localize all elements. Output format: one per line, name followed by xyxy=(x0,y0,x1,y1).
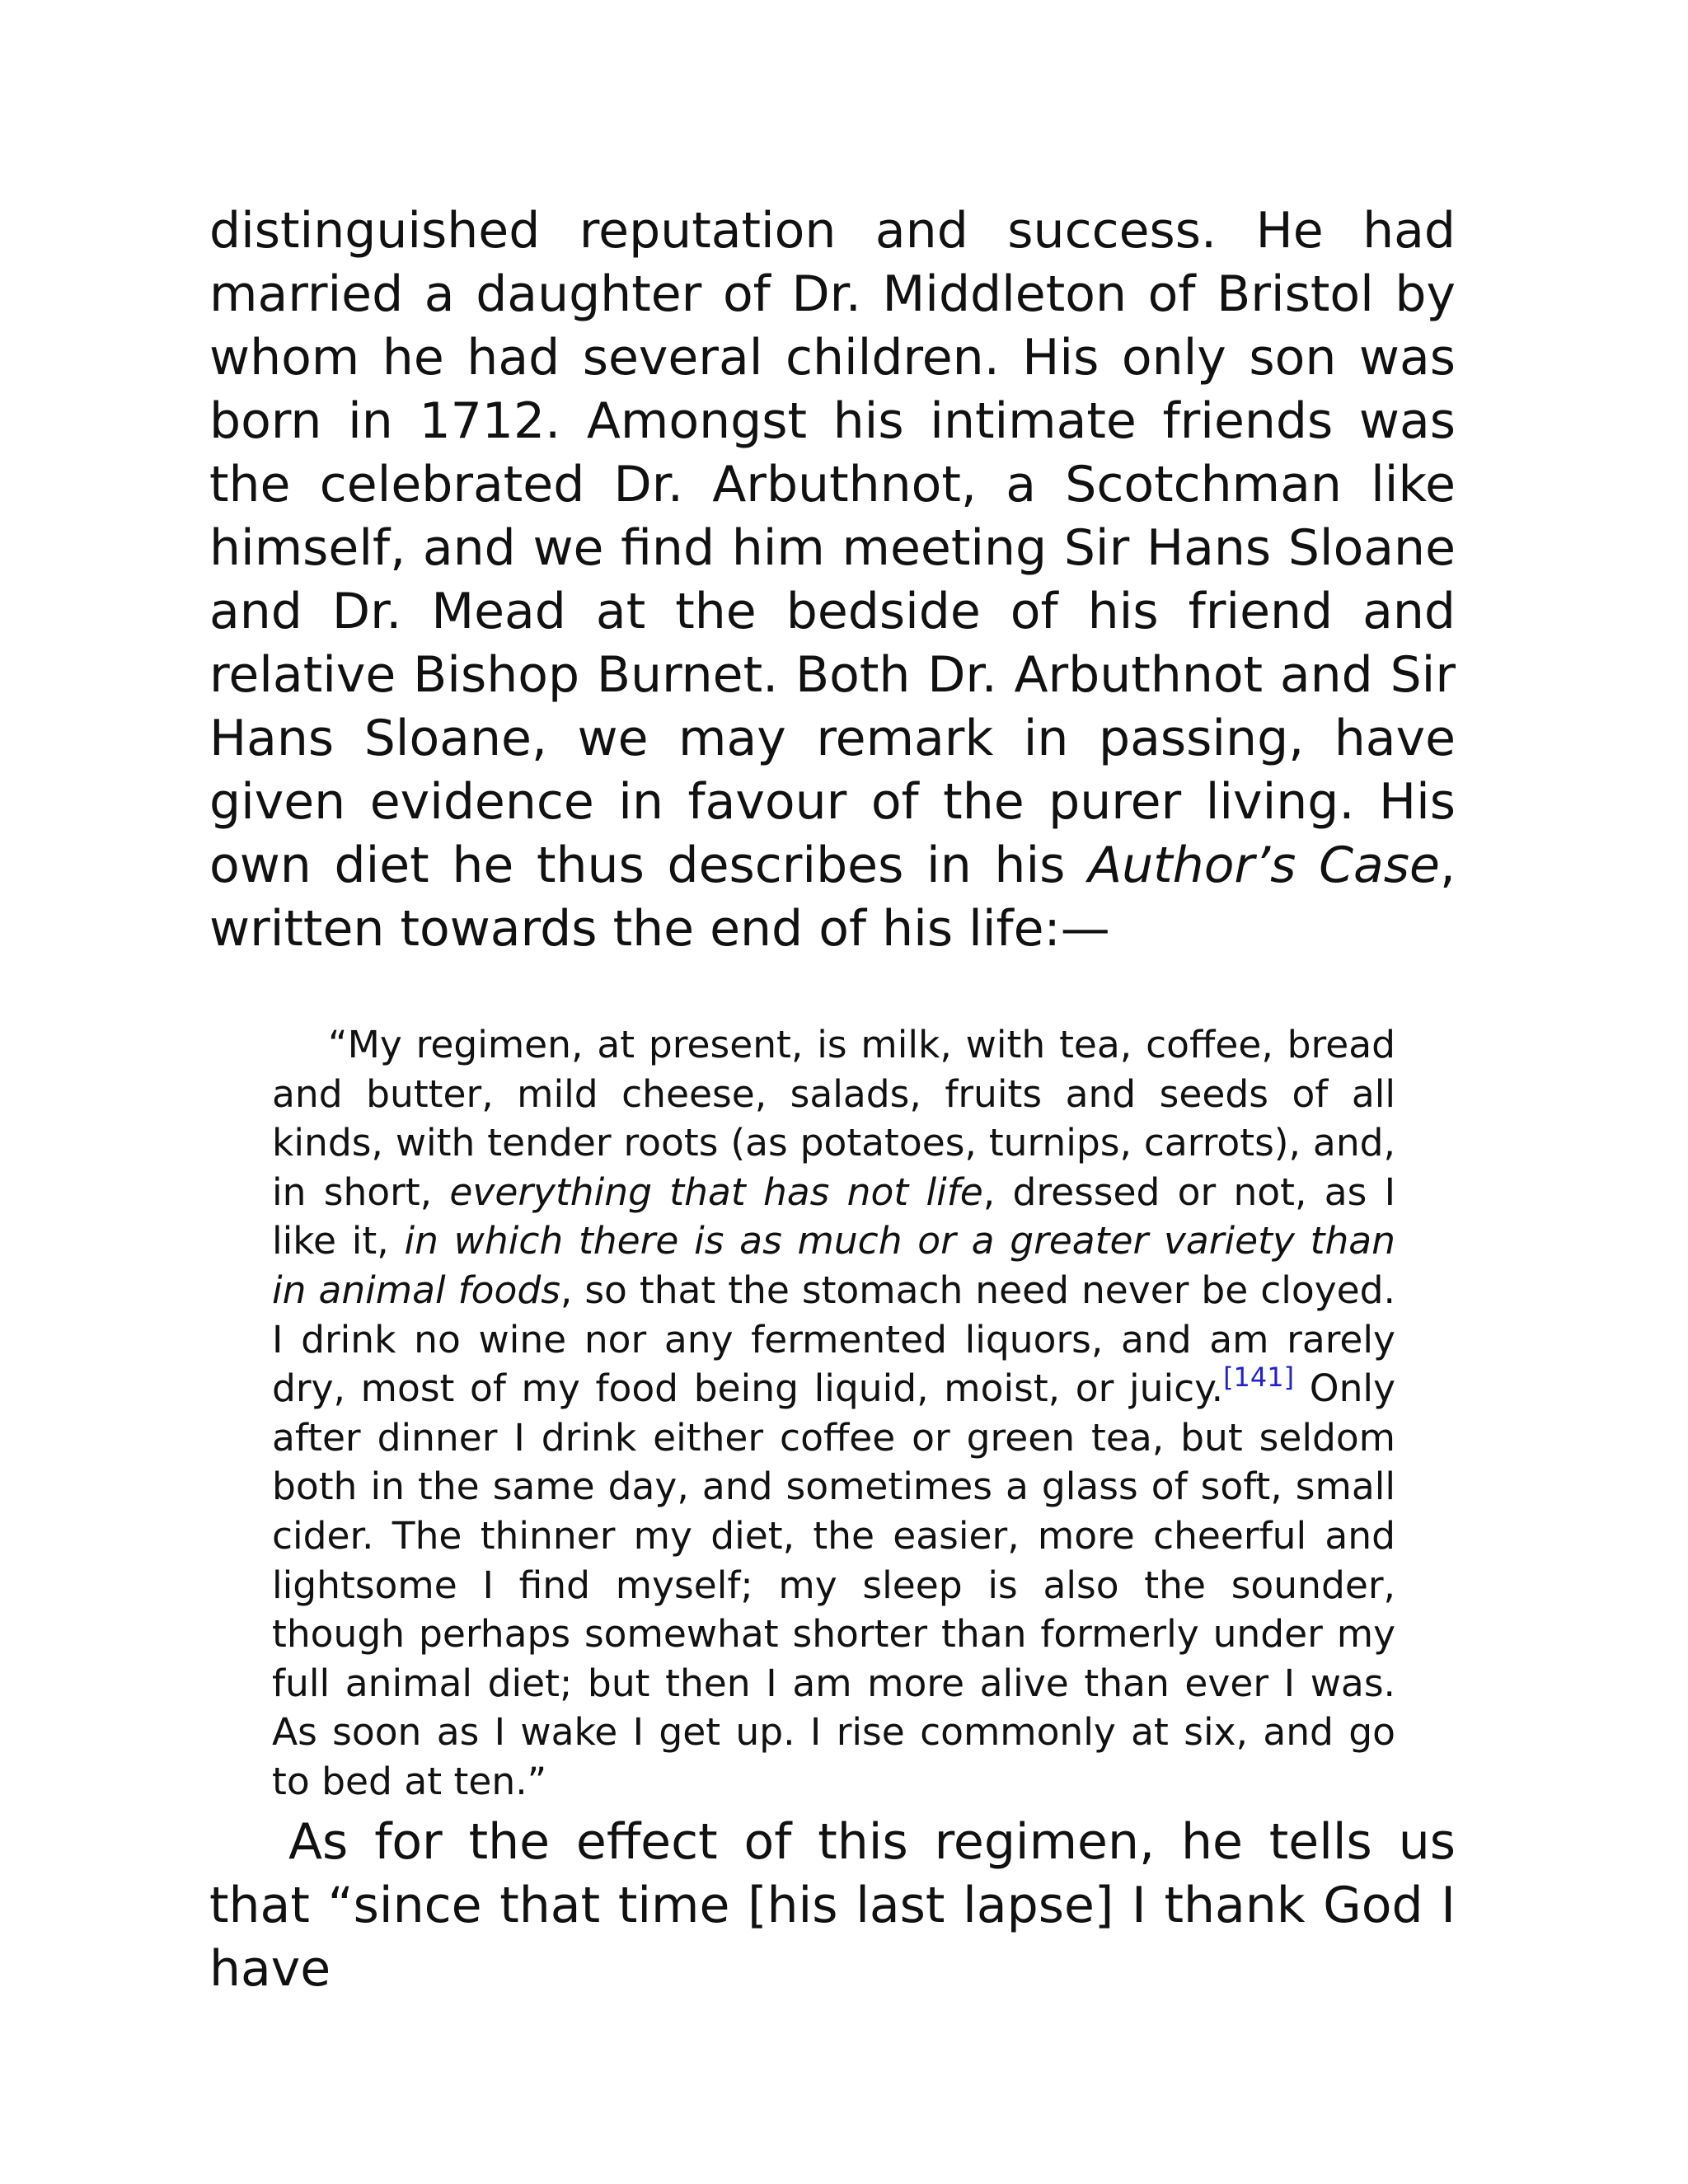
quote-emphasis: in which there is as much or a greater variety than in animal foods xyxy=(272,1219,1396,1312)
body-paragraph xyxy=(209,199,1456,961)
block-quote xyxy=(272,1020,1395,1807)
body-paragraph xyxy=(209,1811,1456,2001)
paragraph-text: , written towards the end of his life:— xyxy=(209,837,1456,958)
quote-emphasis: everything that has not life xyxy=(449,1169,983,1214)
quote-text: , dressed or not, as I like it, xyxy=(272,1169,1395,1263)
paragraph-text: As for the effect of this regimen, he tells us that “since that time [his last lapse] I thank God I have xyxy=(209,1813,1456,1998)
book-title: Author’s Case xyxy=(1088,837,1440,894)
paragraph-text: distinguished reputation and success. He had married a daughter of Dr. Middleton of Bristol by whom he had several children. His only son was born in 1712. Amongst his intimate friends was the celebrated Dr. Arbuthnot, a Scotchman like himself, and we find him meeting Sir Hans Sloane and Dr. Mead at the bedside of his friend and relative Bishop Burnet. Both Dr. Arbuthnot and Sir Hans Sloane, we may remark in passing, have given evidence in favour of the purer living. His own diet he thus describes in his xyxy=(209,202,1456,894)
footnote-link[interactable]: [141] xyxy=(1223,1361,1295,1394)
quote-text: “My regimen, at present, is milk, with tea, coffee, bread and butter, mild cheese, salads, fruits and seeds of all kinds, with tender roots (as potatoes, turnips, carrots), and, in short, xyxy=(272,1023,1395,1214)
quote-text: , so that the stomach need never be cloyed. I drink no wine nor any fermented liquors, and am rarely dry, most of my food being liquid, moist, or juicy. xyxy=(272,1268,1395,1411)
quote-text: Only after dinner I drink either coffee or green tea, but seldom both in the same day, and sometimes a glass of soft, small cider. The thinner my diet, the easier, more cheerful and lightsome I find myself; my sleep is also the sounder, though perhaps somewhat shorter than formerly under my full animal diet; but then I am more alive than ever I was. As soon as I wake I get up. I rise commonly at six, and go to bed at ten.” xyxy=(272,1366,1396,1803)
